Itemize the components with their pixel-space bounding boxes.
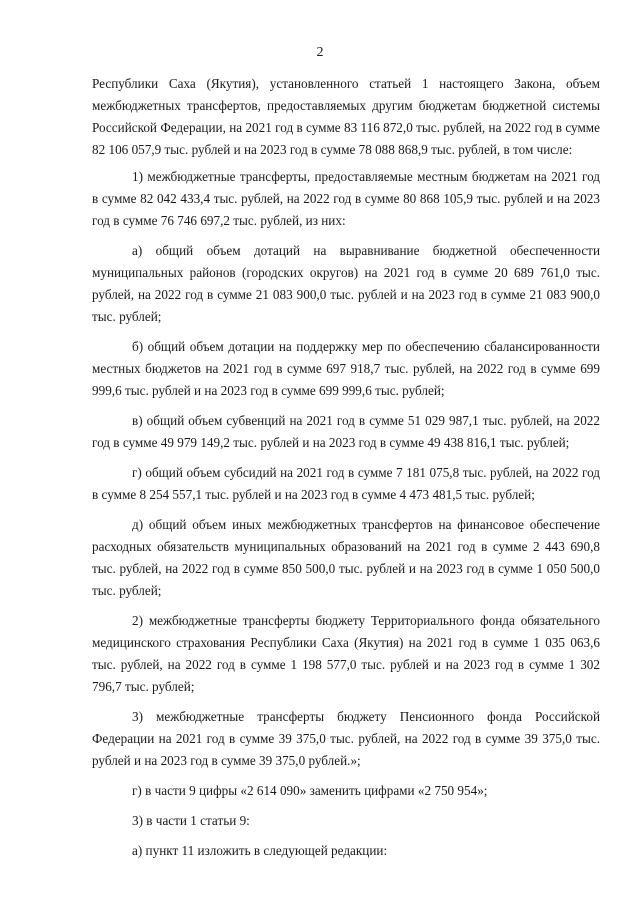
paragraph-amendment-g: г) в части 9 цифры «2 614 090» заменить цифрами «2 750 954»; bbox=[132, 783, 488, 798]
paragraph-item-3: 3) межбюджетные трансферты бюджету Пенсионного фонда Российской Федерации на 2021 год в сумме 39 375,0 тыс. рублей, на 2022 год в сумме 39 375,0 тыс. рублей и на 2023 год в сумме 39 375,0 рублей.»; bbox=[92, 709, 600, 768]
document-body bbox=[92, 73, 600, 870]
paragraph-intro: Республики Саха (Якутия), установленного статьей 1 настоящего Закона, объем межбюджетных трансфертов, предоставляемых другим бюджетам бюджетной системы Российской Федерации, на 2021 год в сумме 83 116 872,0 тыс. рублей, на 2022 год в сумме 82 106 057,9 тыс. рублей и на 2023 год в сумме 78 088 868,9 тыс. рублей, в том числе: bbox=[92, 76, 600, 157]
paragraph-item-2: 2) межбюджетные трансферты бюджету Территориального фонда обязательного медицинского страхования Республики Саха (Якутия) на 2021 год в сумме 1 035 063,6 тыс. рублей, на 2022 год в сумме 1 198 577,0 тыс. рублей и на 2023 год в сумме 1 302 796,7 тыс. рублей; bbox=[92, 613, 600, 694]
paragraph-item-1d: д) общий объем иных межбюджетных трансфертов на финансовое обеспечение расходных обязательств муниципальных образований на 2021 год в сумме 2 443 690,8 тыс. рублей, на 2022 год в сумме 850 500,0 тыс. рублей и на 2023 год в сумме 1 050 500,0 тыс. рублей; bbox=[92, 517, 600, 598]
paragraph-item-1: 1) межбюджетные трансферты, предоставляемые местным бюджетам на 2021 год в сумме 82 042 433,4 тыс. рублей, на 2022 год в сумме 80 868 105,9 тыс. рублей и на 2023 год в сумме 76 746 697,2 тыс. рублей, из них: bbox=[92, 169, 600, 228]
paragraph-amendment-3: 3) в части 1 статьи 9: bbox=[132, 813, 250, 828]
paragraph-item-1b: б) общий объем дотации на поддержку мер по обеспечению сбалансированности местных бюджетов на 2021 год в сумме 697 918,7 тыс. рублей, на 2022 год в сумме 699 999,6 тыс. рублей и на 2023 год в сумме 699 999,6 тыс. рублей; bbox=[92, 339, 600, 398]
paragraph-amendment-a: а) пункт 11 изложить в следующей редакции: bbox=[132, 843, 388, 858]
paragraph-item-1v: в) общий объем субвенций на 2021 год в сумме 51 029 987,1 тыс. рублей, на 2022 год в сумме 49 979 149,2 тыс. рублей и на 2023 год в сумме 49 438 816,1 тыс. рублей; bbox=[92, 413, 600, 450]
page-number: 2 bbox=[316, 45, 324, 60]
paragraph-item-1a: а) общий объем дотаций на выравнивание бюджетной обеспеченности муниципальных районов (городских округов) на 2021 год в сумме 20 689 761,0 тыс. рублей, на 2022 год в сумме 21 083 900,0 тыс. рублей и на 2023 год в сумме 21 083 900,0 тыс. рублей; bbox=[92, 243, 600, 324]
paragraph-item-1g: г) общий объем субсидий на 2021 год в сумме 7 181 075,8 тыс. рублей, на 2022 год в сумме 8 254 557,1 тыс. рублей и на 2023 год в сумме 4 473 481,5 тыс. рублей; bbox=[92, 465, 600, 502]
